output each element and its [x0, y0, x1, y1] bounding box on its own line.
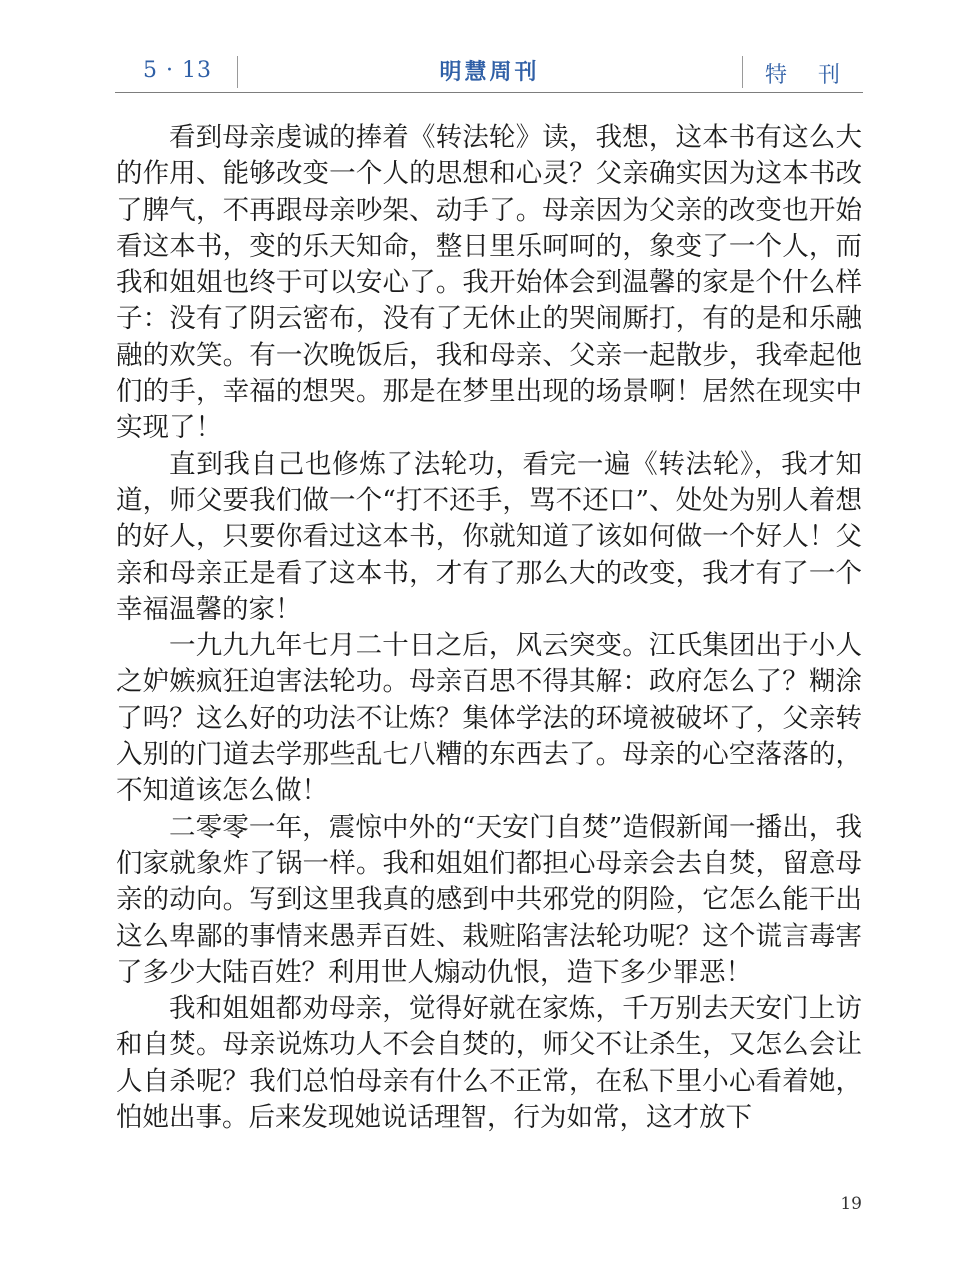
paragraph: 直到我自己也修炼了法轮功，看完一遍《转法轮》，我才知道，师父要我们做一个“打不还手，骂不还口”、处处为别人着想的好人，只要你看过这本书，你就知道了该如何做一个好人！父亲和母亲正是看了这本书，才有了那么大的改变，我才有了一个幸福温馨的家！ — [116, 448, 862, 625]
issue-number: 5 · 13 — [143, 58, 212, 83]
section-label: 特 刊 — [765, 63, 852, 88]
article-body — [116, 120, 862, 1136]
paragraph: 一九九九年七月二十日之后，风云突变。江氏集团出于小人之妒嫉疯狂迫害法轮功。母亲百思不得其解：政府怎么了？糊涂了吗？这么好的功法不让炼？集体学法的环境被破坏了，父亲转入别的门道去学那些乱七八糟的东西去了。母亲的心空落落的，不知道该怎么做！ — [116, 630, 862, 807]
paragraph: 二零零一年，震惊中外的“天安门自焚”造假新闻一播出，我们家就象炸了锅一样。我和姐姐们都担心母亲会去自焚，留意母亲的动向。写到这里我真的感到中共邪党的阴险，它怎么能干出这么卑鄙的事情来愚弄百姓、栽赃陷害法轮功呢？这个谎言毒害了多少大陆百姓？利用世人煽动仇恨，造下多少罪恶！ — [116, 811, 862, 988]
publication-title: 明慧周刊 — [439, 60, 540, 85]
page-number: 19 — [840, 1194, 862, 1214]
paragraph: 看到母亲虔诚的捧着《转法轮》读，我想，这本书有这么大的作用、能够改变一个人的思想和心灵？父亲确实因为这本书改了脾气，不再跟母亲吵架、动手了。母亲因为父亲的改变也开始看这本书，变的乐天知命，整日里乐呵呵的，象变了一个人，而我和姐姐也终于可以安心了。我开始体会到温馨的家是个什么样子：没有了阴云密布，没有了无休止的哭闹厮打，有的是和乐融融的欢笑。有一次晚饭后，我和母亲、父亲一起散步，我牵起他们的手，幸福的想哭。那是在梦里出现的场景啊！居然在现实中实现了！ — [116, 122, 862, 444]
paragraph: 我和姐姐都劝母亲，觉得好就在家炼，千万别去天安门上访和自焚。母亲说炼功人不会自焚的，师父不让杀生，又怎么会让人自杀呢？我们总怕母亲有什么不正常，在私下里小心看着她，怕她出事。后来发现她说话理智，行为如常，这才放下 — [116, 993, 862, 1134]
page-header — [115, 52, 863, 93]
header-divider-right — [742, 56, 743, 88]
